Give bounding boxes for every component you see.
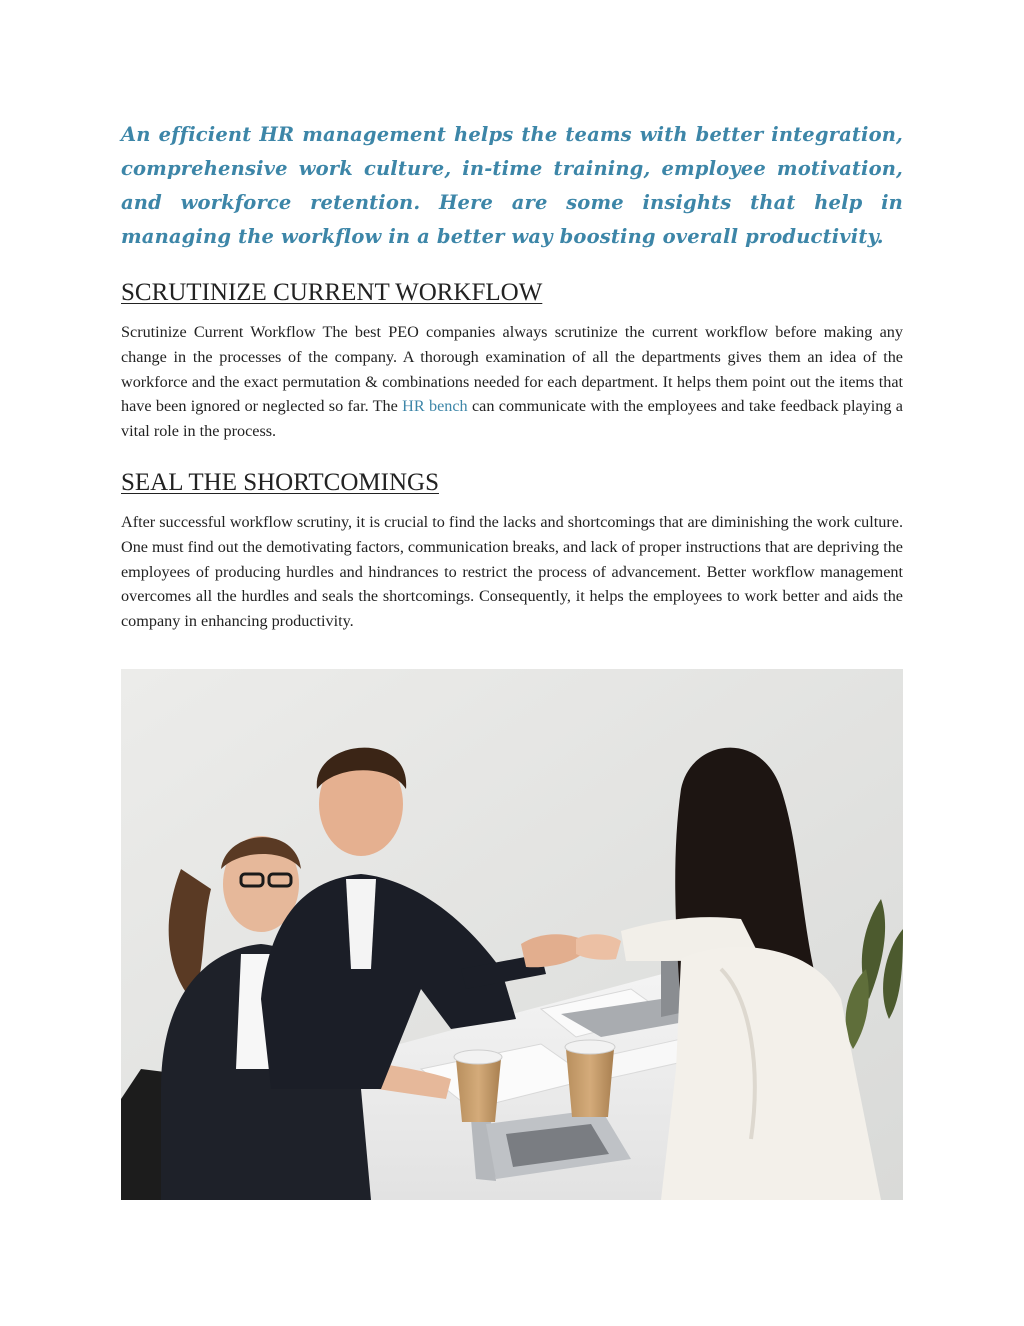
photo-illustration — [121, 669, 903, 1200]
handshake-meeting-photo — [121, 669, 903, 1200]
section-heading-scrutinize: SCRUTINIZE CURRENT WORKFLOW — [121, 279, 543, 306]
section-body-seal: After successful workflow scrutiny, it is crucial to find the lacks and shortcomings that are diminishing the work culture. One must find out the demotivating factors, communication breaks, and lack of proper instructions that are depriving the employees of producing hurdles and hindrances to restrict the process of advancement. Better workflow management overcomes all the hurdles and seals the shortcomings. Consequently, it helps the employees to work better and aids the company in enhancing productivity. — [121, 512, 903, 631]
section-heading-seal: SEAL THE SHORTCOMINGS — [121, 468, 439, 496]
section-body-scrutinize — [121, 320, 903, 444]
body-text-before-link: Scrutinize Current Workflow The best PEO companies always scrutinize the current workflow before making any change in the processes of the company. A thorough examination of all the departments gives them an idea of the workforce and the exact permutation & combinations needed for each department. It helps them point out the items that have been ignored or neglected so far. The — [121, 323, 903, 416]
document-content — [121, 118, 903, 634]
intro-paragraph: An efficient HR management helps the teams with better integration, comprehensive work culture, in-time training, employee motivation, and workforce retention. Here are some insights that help in managing the workflow in a better way boosting overall productivity. — [121, 123, 903, 248]
coffee-cup-left — [454, 1050, 502, 1122]
coffee-cup-right — [565, 1040, 615, 1117]
body-text-after-link: can communicate with the employees and take feedback playing a vital role in the process. — [121, 397, 903, 441]
hr-bench-link[interactable]: HR bench — [402, 397, 468, 416]
